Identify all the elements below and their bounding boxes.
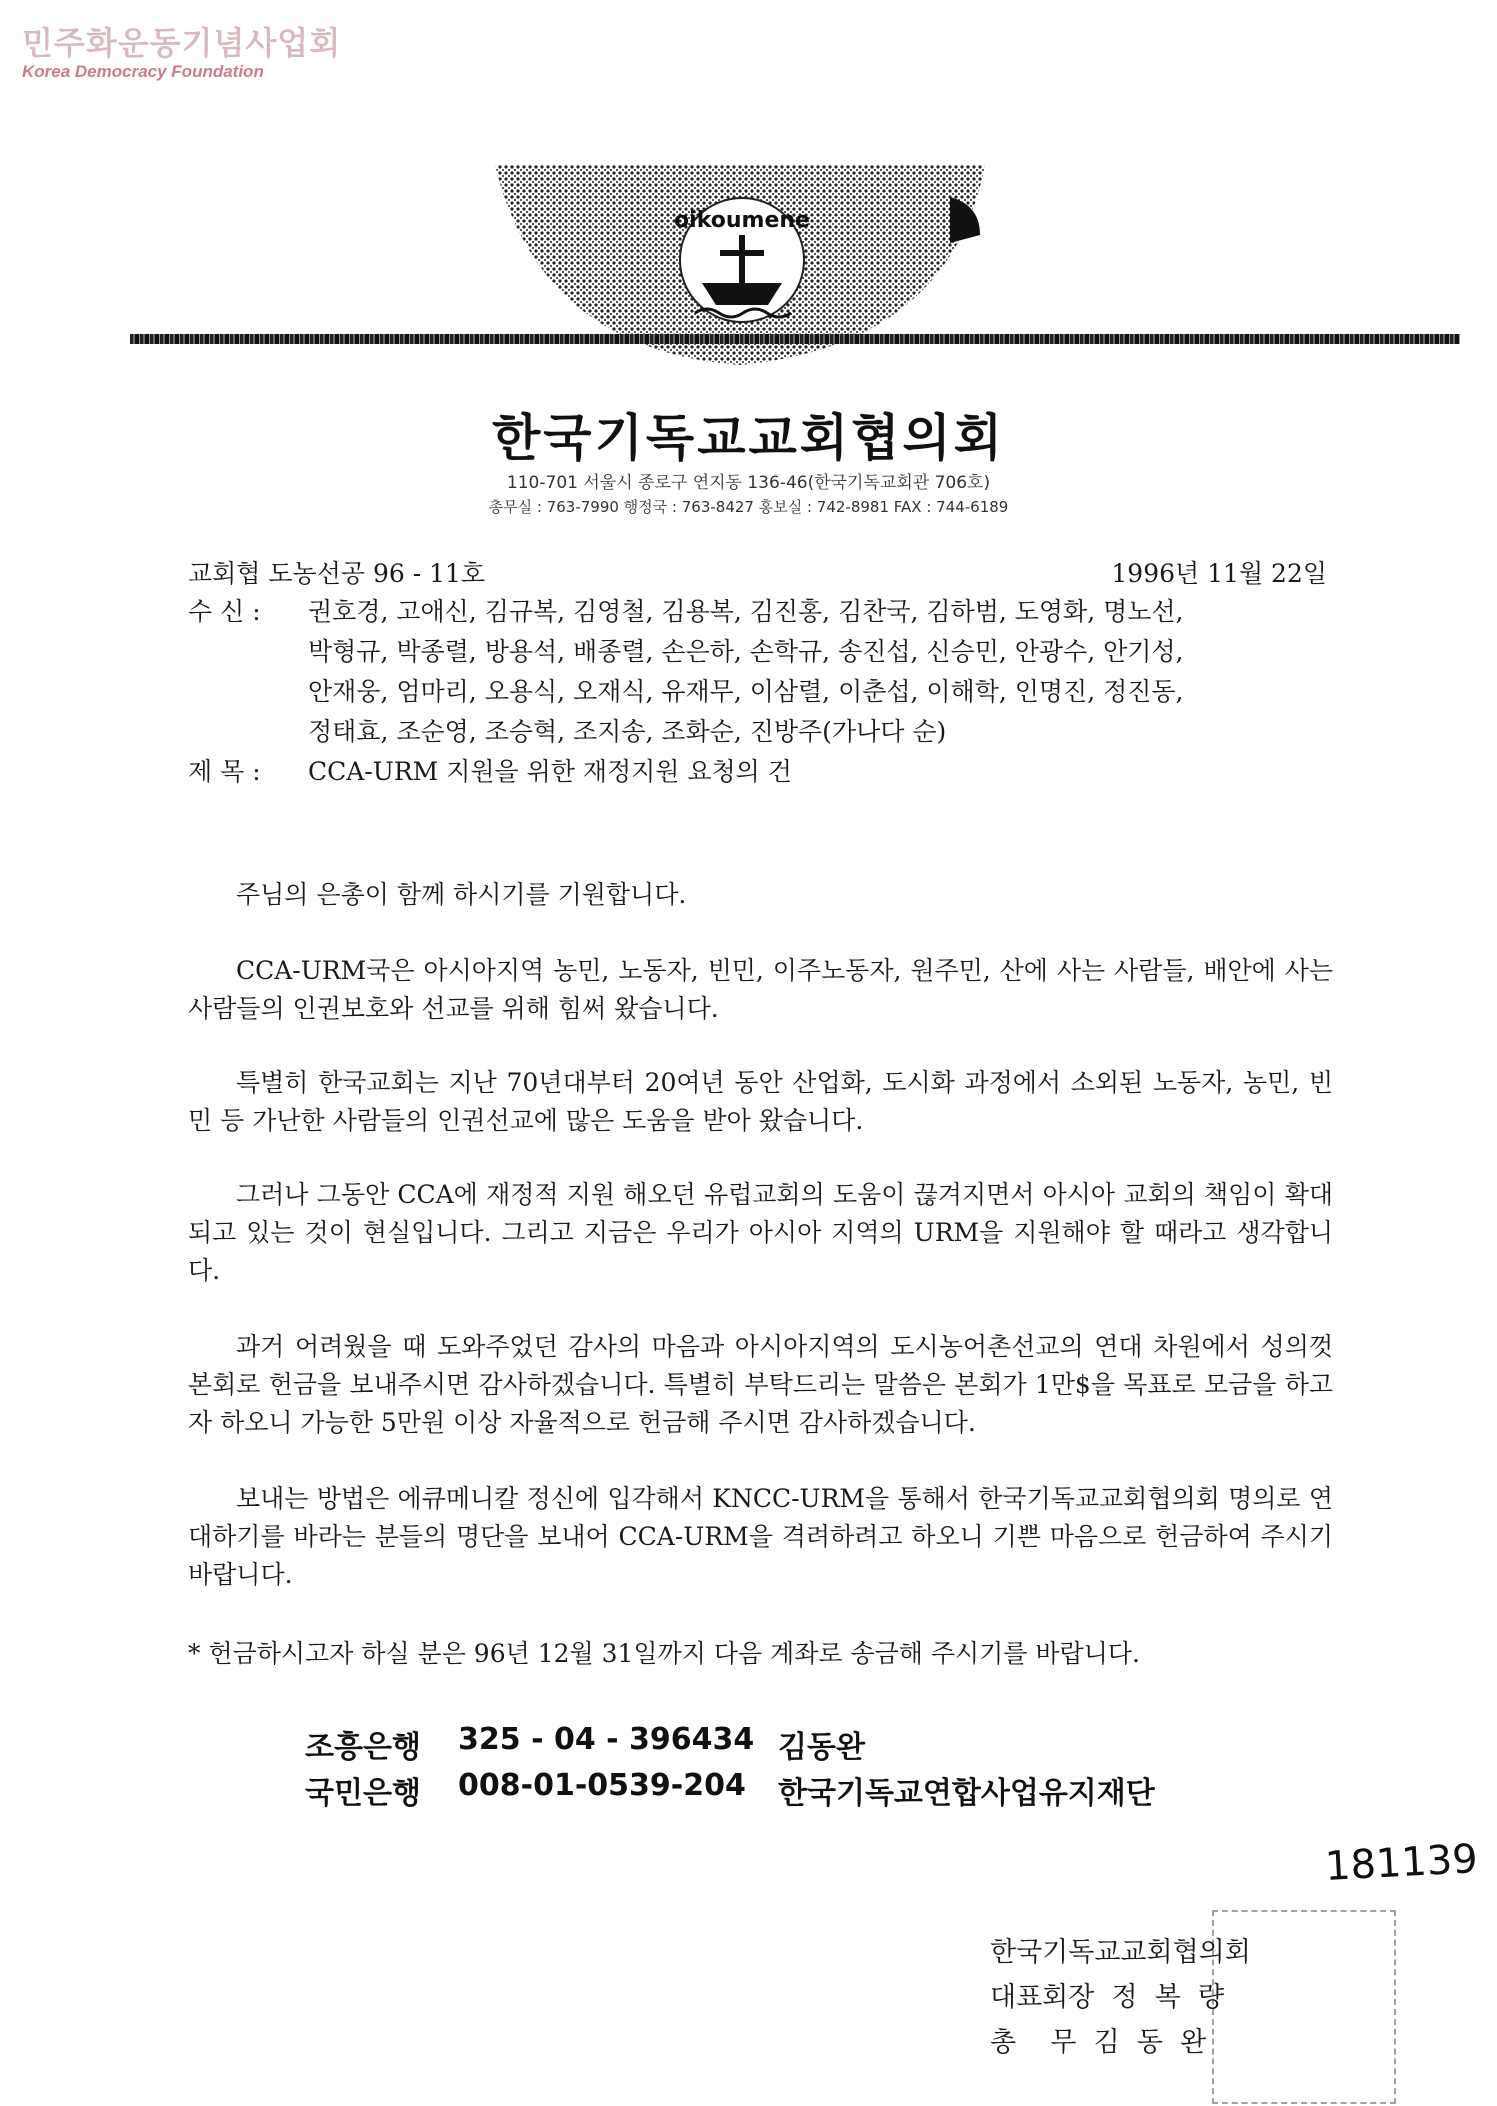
document-date: 1996년 11월 22일 [1111, 559, 1327, 588]
signature-org: 한국기독교교회협의회 [990, 1937, 1251, 1968]
body-paragraph: 과거 어려웠을 때 도와주었던 감사의 마음과 아시아지역의 도시농어촌선교의 연대 차원에서 성의껏 본회로 헌금을 보내주시면 감사하겠습니다. 특별히 부탁드리는 말씀은 본회가 1만$을 목표로 모금을 하고자 하오니 가능한 5만원 이상 자율적으로 헌금해 주시면 감사하겠습니다. [188, 1332, 1333, 1437]
watermark-korean: 민주화운동기념사업회 [22, 24, 342, 62]
bank-holder: 한국기독교연합사업유지재단 [778, 1776, 1155, 1811]
org-name: 한국기독교교회협의회 [492, 409, 1005, 467]
subject: CCA-URM 지원을 위한 재정지원 요청의 건 [308, 757, 792, 786]
recipients-line: 정태효, 조순영, 조승혁, 조지송, 조화순, 진방주(가나다 순) [308, 717, 947, 746]
recipients-line: 박형규, 박종렬, 방용석, 배종렬, 손은하, 손학규, 송진섭, 신승민, 안광수, 안기성, [308, 637, 1184, 666]
bank-account: 325 - 04 - 396434 [458, 1722, 755, 1757]
bank-name: 조흥은행 [305, 1730, 421, 1765]
bank-holder: 김동완 [778, 1730, 865, 1765]
subject-label: 제 목 : [188, 757, 261, 786]
oikoumene-logo [480, 165, 1000, 395]
body-paragraph: 주님의 은총이 함께 하시기를 기원합니다. [236, 880, 687, 909]
recipients-line: 권호경, 고애신, 김규복, 김영철, 김용복, 김진홍, 김찬국, 김하범, 도영화, 명노선, [308, 597, 1184, 626]
signature-president: 대표회장 정 복 량 [990, 1982, 1225, 2013]
body-paragraph: 그러나 그동안 CCA에 재정적 지원 해오던 유럽교회의 도움이 끊겨지면서 아시아 교회의 책임이 확대되고 있는 것이 현실입니다. 그리고 지금은 우리가 아시아 지역의 URM을 지원해야 할 때라고 생각합니다. [188, 1180, 1333, 1285]
body-paragraph: 보내는 방법은 에큐메니칼 정신에 입각해서 KNCC-URM을 통해서 한국기독교교회협의회 명의로 연대하기를 바라는 분들의 명단을 보내어 CCA-URM을 격려하려고 하오니 기쁜 마음으로 헌금하여 주시기 바랍니다. [188, 1484, 1333, 1589]
document-number: 교회협 도농선공 96 - 11호 [188, 559, 486, 588]
bank-account: 008-01-0539-204 [458, 1768, 746, 1803]
remittance-note: * 헌금하시고자 하실 분은 96년 12월 31일까지 다음 계좌로 송금해 주시기를 바랍니다. [188, 1639, 1140, 1668]
signature-secretary: 총 무 김 동 완 [990, 2027, 1207, 2058]
watermark-english: Korea Democracy Foundation [22, 62, 264, 81]
bank-name: 국민은행 [305, 1776, 421, 1811]
recipients-label: 수 신 : [188, 597, 261, 626]
body-paragraph: 특별히 한국교회는 지난 70년대부터 20여년 동안 산업화, 도시화 과정에서 소외된 노동자, 농민, 빈민 등 가난한 사람들의 인권선교에 많은 도움을 받아 왔습니다. [188, 1068, 1333, 1135]
letterhead-divider [130, 334, 1460, 344]
body-paragraph: CCA-URM국은 아시아지역 농민, 노동자, 빈민, 이주노동자, 원주민, 산에 사는 사람들, 배안에 사는 사람들의 인권보호와 선교를 위해 힘써 왔습니다. [188, 956, 1333, 1023]
recipients-line: 안재웅, 엄마리, 오용식, 오재식, 유재무, 이삼렬, 이춘섭, 이해학, 인명진, 정진동, [308, 677, 1184, 706]
org-address: 110-701 서울시 종로구 연지동 136-46(한국기독교회관 706호) [506, 473, 991, 493]
logo-text: oikoumene [674, 208, 810, 233]
handwritten-number: 181139 [1323, 1836, 1479, 1890]
org-phones: 총무실 : 763-7990 행정국 : 763-8427 홍보실 : 742-8981 FAX : 744-6189 [488, 498, 1009, 516]
